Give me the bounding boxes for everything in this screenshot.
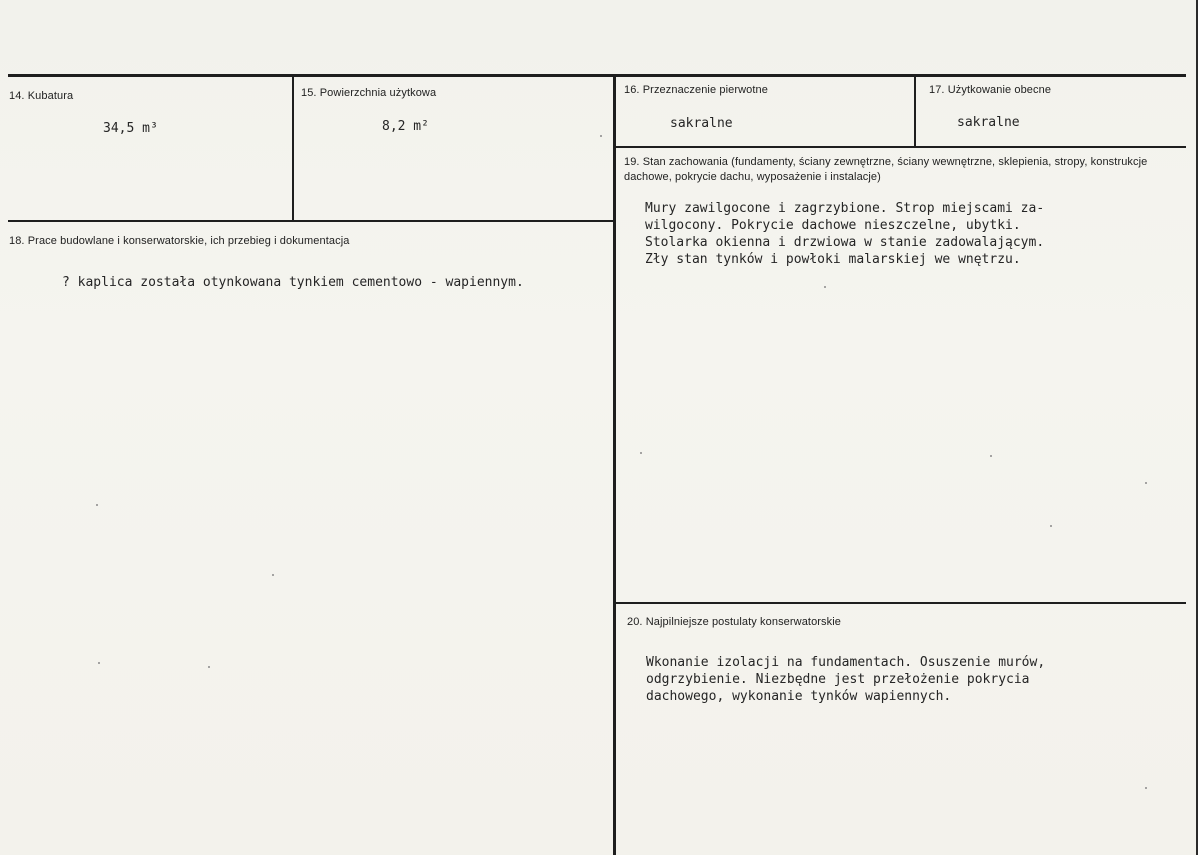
field-16-label: 16. Przeznaczenie pierwotne	[624, 84, 768, 96]
field-15-label: 15. Powierzchnia użytkowa	[301, 87, 437, 99]
rule-under-19	[613, 602, 1186, 604]
field-14-label: 14. Kubatura	[9, 90, 74, 102]
field-15-value: 8,2 m²	[382, 119, 429, 134]
field-16-value: sakralne	[670, 116, 733, 131]
rule-under-16-17	[613, 146, 1186, 148]
field-18-text: ? kaplica została otynkowana tynkiem cementowo - wapiennym.	[62, 275, 524, 290]
field-20-line: dachowego, wykonanie tynków wapiennych.	[646, 689, 952, 704]
field-19-label: 19. Stan zachowania (fundamenty, ściany zewnętrzne, ściany wewnętrzne, sklepienia, stropy, konstrukcje dachowe, pokrycie dachu, wyposażenie i instalacje)	[624, 156, 1148, 183]
field-19-line: Mury zawilgocone i zagrzybione. Strop miejscami za-	[645, 201, 1045, 216]
divider-14-15	[292, 75, 294, 221]
field-19-line: Stolarka okienna i drzwiowa w stanie zadowalającym.	[645, 235, 1045, 250]
field-18-label: 18. Prace budowlane i konserwatorskie, ich przebieg i dokumentacja	[9, 235, 350, 247]
field-20-line: odgrzybienie. Niezbędne jest przełożenie pokrycia	[646, 672, 1030, 687]
field-17-value: sakralne	[957, 115, 1020, 130]
field-19-line: Zły stan tynków i powłoki malarskiej we wnętrzu.	[645, 252, 1021, 267]
field-20-label: 20. Najpilniejsze postulaty konserwatorskie	[627, 616, 842, 628]
field-20-line: Wkonanie izolacji na fundamentach. Osuszenie murów,	[646, 655, 1046, 670]
field-17-label: 17. Użytkowanie obecne	[929, 84, 1052, 96]
field-14-value: 34,5 m³	[103, 121, 158, 136]
field-19-line: wilgocony. Pokrycie dachowe nieszczelne, ubytki.	[645, 218, 1021, 233]
divider-16-17	[914, 75, 916, 147]
divider-main	[613, 75, 616, 855]
rule-under-14-15	[8, 220, 613, 222]
top-rule	[8, 74, 1186, 77]
